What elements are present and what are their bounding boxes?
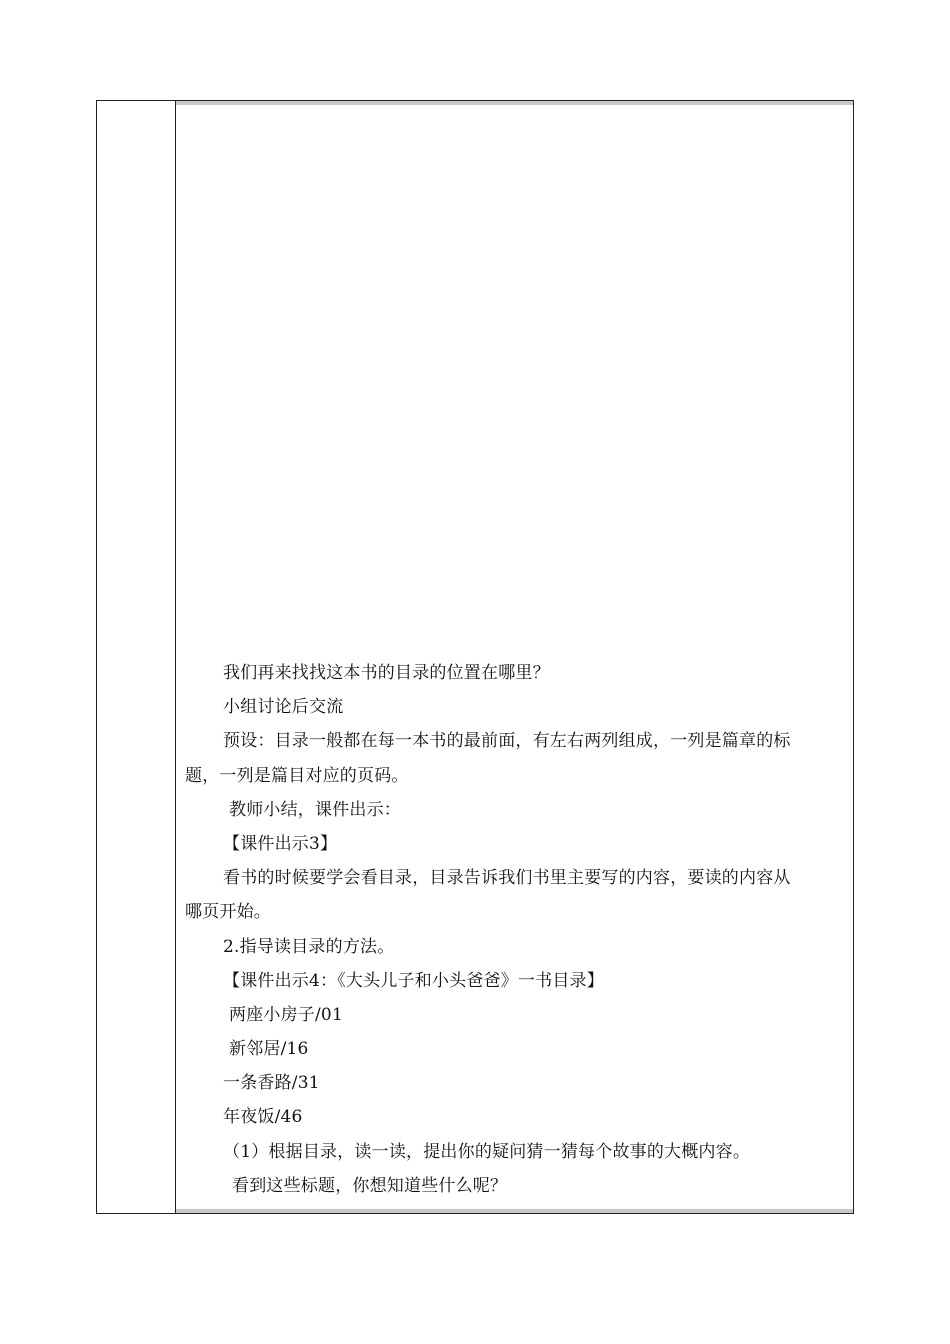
table-bottom-border-shade (176, 1209, 853, 1213)
paragraph-line: 我们再来找找这本书的目录的位置在哪里？ (223, 663, 550, 683)
paragraph-line: 2.指导读目录的方法。 (223, 936, 395, 957)
paragraph-line: 教师小结，课件出示： (229, 799, 401, 820)
paragraph-line: 看到这些标题，你想知道些什么呢？ (232, 1175, 508, 1196)
paragraph-line: 题，一列是篇目对应的页码。 (185, 765, 409, 786)
table-top-border-shade (176, 101, 853, 105)
toc-entry: 年夜饭/46 (223, 1107, 303, 1128)
toc-entry: 一条香路/31 (223, 1073, 320, 1094)
paragraph-line: 预设：目录一般都在每一本书的最前面，有左右两列组成，一列是篇章的标 (223, 731, 791, 752)
toc-entry: 新邻居/16 (229, 1039, 309, 1060)
toc-entry: 两座小房子/01 (229, 1004, 343, 1025)
paragraph-line: 哪页开始。 (185, 902, 271, 923)
table-left-column (97, 101, 176, 1213)
paragraph-line: （1）根据目录，读一读，提出你的疑问猜一猜每个故事的大概内容。 (223, 1141, 751, 1162)
paragraph-line: 【课件出示4：《大头儿子和小头爸爸》一书目录】 (223, 970, 604, 991)
lesson-content (185, 656, 855, 1203)
paragraph-line: 小组讨论后交流 (223, 697, 344, 718)
paragraph-line: 看书的时候要学会看目录，目录告诉我们书里主要写的内容，要读的内容从 (223, 868, 791, 889)
paragraph-line: 【课件出示3】 (223, 833, 338, 854)
